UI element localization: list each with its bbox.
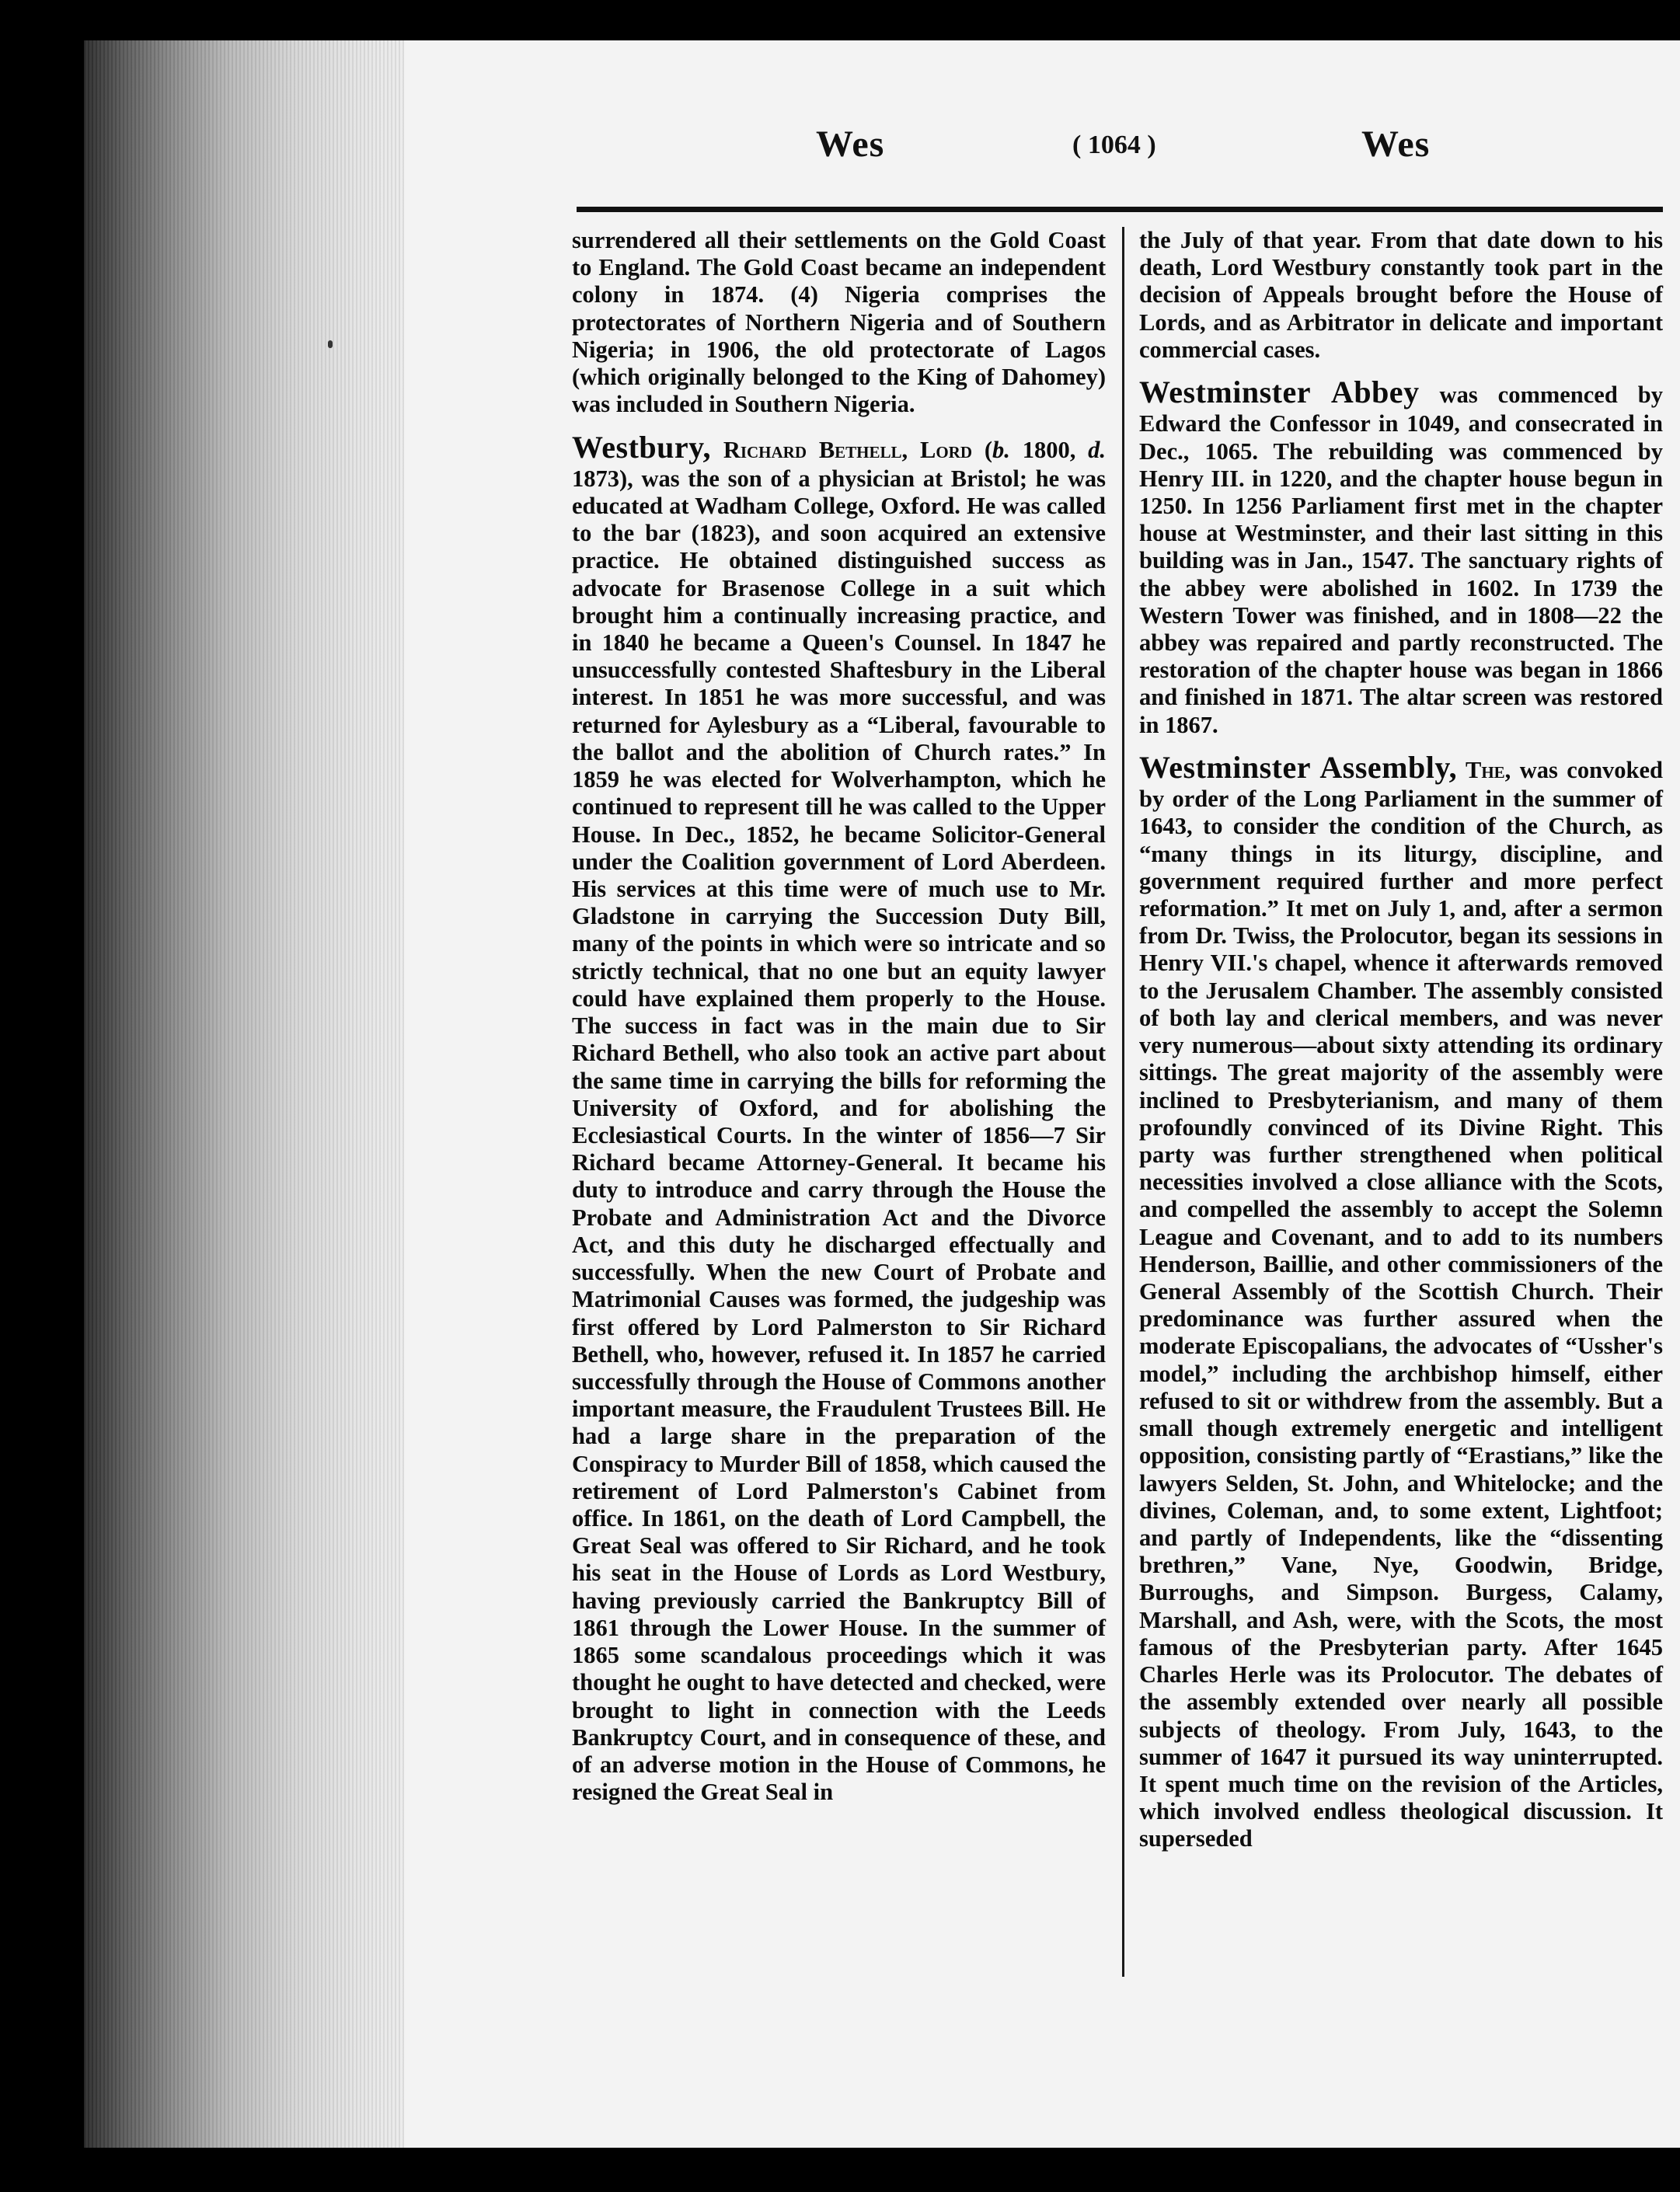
book-binding-gutter xyxy=(84,40,410,2148)
headword-westminster-assembly: Westminster Assembly, xyxy=(1139,749,1458,785)
dates-open: ( xyxy=(984,436,992,463)
died-abbrev: d. xyxy=(1088,436,1107,463)
entry-body-westbury: was the son of a physician at Bristol; he was educated at Wadham College, Oxford. He was called to the bar (1823), and soon acquired an extensive practice. He obtained distinguished success as advocate for Brasenose College in a suit which brought him a continually increasing practice, and in 1840 he became a Queen's Counsel. In 1847 he unsuccessfully contested Shaftesbury in the Liberal interest. In 1851 he was more successful, and was returned for Aylesbury as a “Liberal, favourable to the ballot and the abolition of Church rates.” In 1859 he was elected for Wolverhampton, which he continued to represent till he was called to the Upper House. In Dec., 1852, he became Solicitor-General under the Coalition government of Lord Aberdeen. His services at this time were of much use to Mr. Gladstone in carrying the Succession Duty Bill, many of the points in which were so intricate and so strictly technical, that no one but an equity lawyer could have explained them properly to the House. The success in fact was in the main due to Sir Richard Bethell, who also took an active part about the same time in carrying the bills for reforming the University of Oxford, and for abolishing the Ecclesiastical Courts. In the winter of 1856—7 Sir Richard became Attorney-General. It became his duty to introduce and carry through the House the Probate and Administration Act and the Divorce Act, and this duty he discharged effectually and successfully. When the new Court of Probate and Matrimonial Causes was formed, the judgeship was first offered by Lord Palmerston to Sir Richard Bethell, who, however, refused it. In 1857 he carried successfully through the House of Commons another important measure, the Fraudulent Trustees Bill. He had a large share in the preparation of the Conspiracy to Murder Bill of 1858, which caused the retirement of Lord Palmerston's Cabinet from office. In 1861, on the death of Lord Campbell, the Great Seal was offered to Sir Richard, and he took his seat in the House of Lords as Lord Westbury, having previously carried the Bankruptcy Bill of 1861 through the Lower House. In the summer of 1865 some scandalous proceedings which it was thought he ought to have detected and checked, were brought to light in connection with the Leeds Bankruptcy Court, and in consequence of these, and of an adverse motion in the House of Commons, he resigned the Great Seal in xyxy=(572,465,1106,1806)
entry-westminster-abbey xyxy=(1139,375,1663,739)
born-year: 1800, xyxy=(1009,436,1089,463)
page-number: ( 1064 ) xyxy=(1072,131,1156,159)
running-head-left: Wes xyxy=(816,124,885,165)
column-rule xyxy=(1122,227,1124,1977)
entry-body-assembly: was convoked by order of the Long Parliament in the summer of 1643, to consider the condition of the Church, as “many things in its liturgy, discipline, and government required further and more perfect reformation.” It met on July 1, and, after a sermon from Dr. Twiss, the Prolocutor, began its sessions in Henry VII.'s chapel, whence it afterwards removed to the Jerusalem Chamber. The assembly consisted of both lay and clerical members, and was never very numerous—about sixty attending its ordinary sittings. The great majority of the assembly were inclined to Presbyterianism, and many of them profoundly convinced of its Divine Right. This party was further strengthened when political necessities involved a close alliance with the Scots, and compelled the assembly to accept the Solemn League and Covenant, and to add to its numbers Henderson, Baillie, and other commissioners of the General Assembly of the Scottish Church. Their predominance was further assured when the moderate Episcopalians, the advocates of “Ussher's model,” including the archbishop himself, either refused to sit or withdrew from the assembly. But a small though extremely energetic and intelligent opposition, consisting partly of “Erastians,” like the lawyers Selden, St. John, and Whitelocke; and the divines, Coleman, and, to some extent, Lightfoot; and partly of Independents, like the “dissenting brethren,” Vane, Nye, Goodwin, Bridge, Burroughs, and Simpson. Burgess, Calamy, Marshall, and Ash, were, with the Scots, the most famous of the Presbyterian party. After 1645 Charles Herle was its Prolocutor. The debates of the assembly extended over nearly all possible subjects of theology. From July, 1643, to the summer of 1647 it pursued its way uninterrupted. It spent much time on the revision of the Articles, which involved endless theological discussion. It superseded xyxy=(1139,756,1664,1852)
header-rule xyxy=(577,207,1663,212)
right-column xyxy=(1139,227,1663,1864)
headword-westbury: Westbury, xyxy=(572,429,711,465)
margin-speck xyxy=(328,340,333,348)
entry-westminster-assembly xyxy=(1139,750,1663,1853)
died-year: 1873), xyxy=(572,465,642,492)
entry-westbury xyxy=(572,430,1106,1807)
entry-body-abbey: was commenced by Edward the Confessor in 1049, and consecrated in Dec., 1065. The rebuilding was commenced by Henry III. in 1220, and the chapter house begun in 1250. In 1256 Parliament first met in the chapter house at Westminster, and their last sitting in this building was in Jan., 1547. The sanctuary rights of the abbey were abolished in 1602. In 1739 the Western Tower was finished, and in 1808—22 the abbey was repaired and partly reconstructed. The restoration of the chapter house was began in 1866 and finished in 1871. The altar screen was restored in 1867. xyxy=(1139,382,1663,738)
entry-article: The, xyxy=(1457,756,1511,783)
left-column xyxy=(572,227,1106,1817)
continuation-paragraph: surrendered all their settlements on the Gold Coast to England. The Gold Coast became an independent colony in 1874. (4) Nigeria comprises the protectorates of Northern Nigeria and of Southern Nigeria; in 1906, the old protectorate of Lagos (which originally belonged to the King of Dahomey) was included in Southern Nigeria. xyxy=(572,227,1106,418)
running-head-right: Wes xyxy=(1361,124,1431,165)
continuation-paragraph-right: the July of that year. From that date down to his death, Lord Westbury constantly took part in the decision of Appeals brought before the House of Lords, and as Arbitrator in delicate and important commercial cases. xyxy=(1139,227,1663,363)
headword-westminster-abbey: Westminster Abbey xyxy=(1139,375,1420,410)
born-abbrev: b. xyxy=(992,436,1010,463)
entry-name: Richard Bethell, Lord xyxy=(723,436,972,463)
